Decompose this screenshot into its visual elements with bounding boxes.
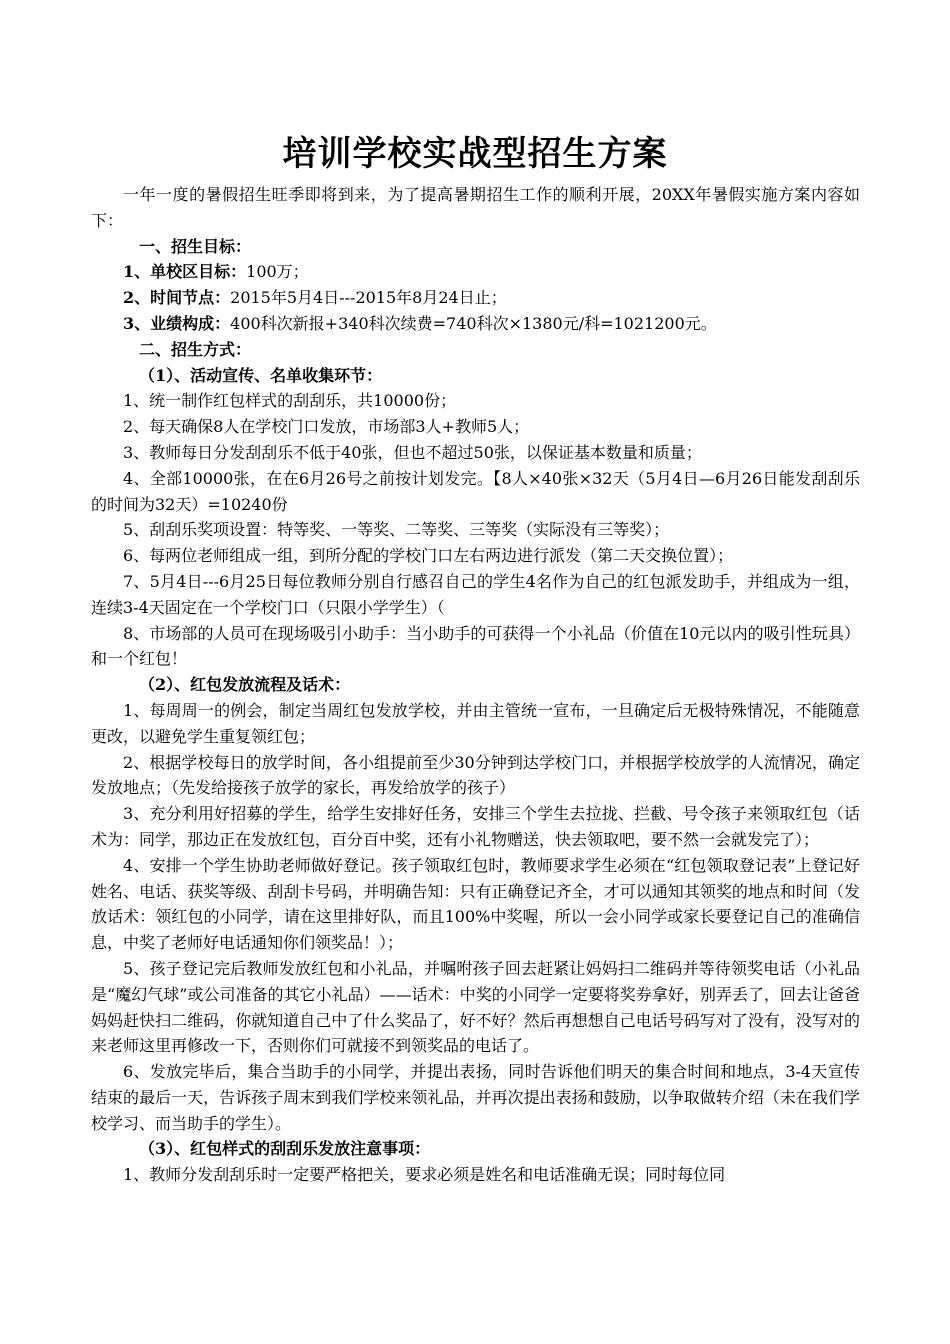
goal-item-text: 400科次新报+340科次续费=740科次×1380元/科=1021200元。 [230,313,717,333]
list-item: 1、每周周一的例会，制定当周红包发放学校，并由主管统一宣布，一旦确定后无极特殊情况，不能随意更改，以避免学生重复领红包； [91,700,860,746]
subsection-heading [91,672,860,698]
subsection-heading [91,1136,860,1162]
subsection-heading [91,363,860,389]
list-item: 2、根据学校每日的放学时间，各小组提前至少30分钟到达学校门口，并根据学校放学的人流情况，确定发放地点；（先发给接孩子放学的家长，再发给放学的孩子） [91,752,860,798]
list-item: 6、每两位老师组成一组，到所分配的学校门口左右两边进行派发（第二天交换位置）； [123,546,734,566]
list-item: 3、教师每日分发刮刮乐不低于40张，但也不超过50张，以保证基本数量和质量； [123,442,702,462]
section-heading-goals [91,234,860,260]
list-item: 3、充分利用好招募的学生，给学生安排好任务，安排三个学生去拉拢、拦截、号令孩子来领取红包（话术为：同学，那边正在发放红包，百分百中奖，还有小礼物赠送，快去领取吧，要不然一会就发完了）； [91,804,860,849]
intro-paragraph: 一年一度的暑假招生旺季即将到来，为了提高暑期招生工作的顺利开展，20XX年暑假实施方案内容如下： [91,185,860,230]
document-body [91,182,860,1188]
goal-item-label: 2、时间节点： [123,288,231,308]
goal-item-text: 2015年5月4日---2015年8月24日止； [230,288,507,308]
section-heading-methods-text: 二、招生方式： [139,339,252,359]
subsection-heading-text: （1）、活动宣传、名单收集环节： [139,365,383,385]
list-item: 4、安排一个学生协助老师做好登记。孩子领取红包时，教师要求学生必须在“红包领取登记表”上登记好姓名、电话、获奖等级、刮刮卡号码，并明确告知：只有正确登记齐全，才可以通知其领奖的地点和时间（发放话术：领红包的小同学，请在这里排好队，而且100%中奖喔，所以一会小同学或家长要登记自己的准确信息，中奖了老师好电话通知你们领奖品！）； [91,855,860,953]
list-item: 7、5月4日---6月25日每位教师分别自行感召自己的学生4名作为自己的红包派发助手，并组成为一组，连续3-4天固定在一个学校门口（只限小学学生）（ [91,571,860,617]
section-heading-goals-text: 一、招生目标： [139,236,252,256]
list-item: 8、市场部的人员可在现场吸引小助手：当小助手的可获得一个小礼品（价值在10元以内的吸引性玩具）和一个红包！ [91,623,860,669]
list-item: 1、教师分发刮刮乐时一定要严格把关，要求必须是姓名和电话准确无误；同时每位同 [123,1165,726,1185]
list-item: 4、全部10000张，在在6月26号之前按计划发完。【8人×40张×32天（5月4日—6月26日能发刮刮乐的时间为32天）=10240份 [91,468,860,514]
subsection-heading-text: （2）、红包发放流程及话术： [139,675,351,695]
goal-item-text: 100万； [246,262,309,282]
list-item: 1、统一制作红包样式的刮刮乐，共10000份； [123,391,457,411]
document-title: 培训学校实战型招生方案 [282,134,668,174]
goal-item [91,311,860,337]
list-item: 6、发放完毕后，集合当助手的小同学，并提出表扬，同时告诉他们明天的集合时间和地点，3-4天宣传结束的最后一天，告诉孩子周末到我们学校来领礼品，并再次提出表扬和鼓励，以争取做转介绍（未在我们学校学习、而当助手的学生）。 [91,1062,860,1133]
goal-item [91,285,860,311]
list-item: 5、孩子登记完后教师发放红包和小礼品，并嘱咐孩子回去赶紧让妈妈扫二维码并等待领奖电话（小礼品是“魔幻气球”或公司准备的其它小礼品）——话术：中奖的小同学一定要将奖券拿好，别弄丢了，回去让爸爸妈妈赶快扫二维码，你就知道自己中了什么奖品了，好不好？然后再想想自己电话号码写对了没有，没写对的来老师这里再修改一下，否则你们可就接不到领奖品的电话了。 [91,958,860,1056]
goal-item-label: 1、单校区目标： [123,262,247,282]
goal-item [91,259,860,285]
goal-item-label: 3、业绩构成： [123,313,231,333]
subsection-heading-text: （3）、红包样式的刮刮乐发放注意事项： [139,1139,431,1159]
section-heading-methods [91,337,860,363]
list-item: 2、每天确保8人在学校门口发放，市场部3人+教师5人； [123,417,530,437]
list-item: 5、刮刮乐奖项设置：特等奖、一等奖、二等奖、三等奖（实际没有三等奖）； [123,520,670,540]
